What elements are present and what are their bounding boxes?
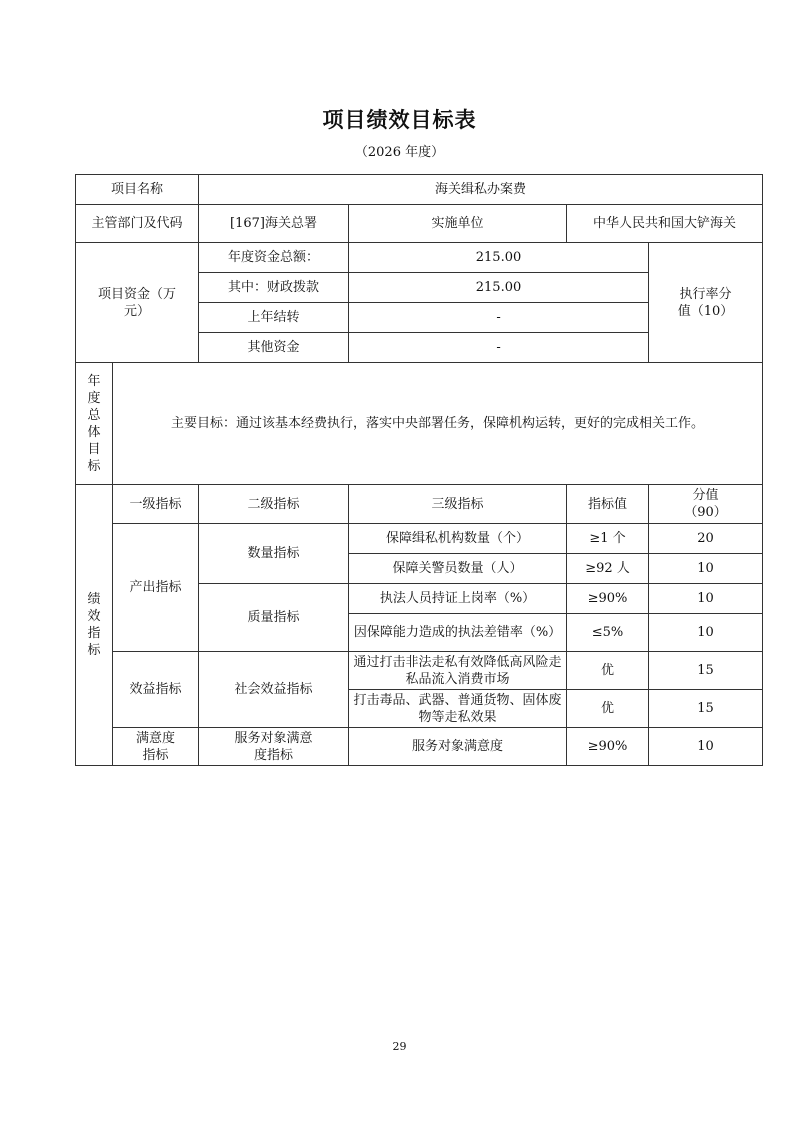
header-value: 指标值 — [567, 485, 649, 524]
group-quality: 质量指标 — [199, 584, 349, 652]
funds-carryover-label: 上年结转 — [199, 303, 349, 333]
indicator-score: 20 — [649, 524, 763, 554]
funds-label: 项目资金（万元） — [76, 243, 199, 363]
indicator-score: 10 — [649, 614, 763, 652]
table-row — [76, 485, 763, 524]
header-level1: 一级指标 — [113, 485, 199, 524]
performance-target-table — [75, 174, 763, 766]
indicator-score: 10 — [649, 584, 763, 614]
indicator-name: 执法人员持证上岗率（%） — [349, 584, 567, 614]
department-label: 主管部门及代码 — [76, 205, 199, 243]
funds-total-value: 215.00 — [349, 243, 649, 273]
table-row — [76, 728, 763, 766]
indicator-score: 10 — [649, 728, 763, 766]
header-score: 分值（90） — [649, 485, 763, 524]
table-row — [76, 175, 763, 205]
page-title: 项目绩效目标表 — [322, 108, 477, 132]
indicator-name: 通过打击非法走私有效降低高风险走私品流入消费市场 — [349, 652, 567, 690]
funds-carryover-value: - — [349, 303, 649, 333]
group-benefit: 效益指标 — [113, 652, 199, 728]
department-value: [167]海关总署 — [199, 205, 349, 243]
indicator-score: 15 — [649, 690, 763, 728]
performance-indicators-label: 绩效指标 — [76, 485, 113, 766]
implementing-unit-value: 中华人民共和国大铲海关 — [567, 205, 763, 243]
project-name-label: 项目名称 — [76, 175, 199, 205]
indicator-value: 优 — [567, 690, 649, 728]
group-output: 产出指标 — [113, 524, 199, 652]
indicator-score: 15 — [649, 652, 763, 690]
table-row — [76, 524, 763, 554]
indicator-value: ≥90% — [567, 728, 649, 766]
funds-total-label: 年度资金总额： — [199, 243, 349, 273]
indicator-name: 保障关警员数量（人） — [349, 554, 567, 584]
indicator-value: ≥92 人 — [567, 554, 649, 584]
funds-other-label: 其他资金 — [199, 333, 349, 363]
page-number: 29 — [392, 1040, 407, 1053]
indicator-name: 服务对象满意度 — [349, 728, 567, 766]
indicator-score: 10 — [649, 554, 763, 584]
group-social-benefit: 社会效益指标 — [199, 652, 349, 728]
funds-other-value: - — [349, 333, 649, 363]
funds-fiscal-value: 215.00 — [349, 273, 649, 303]
indicator-value: ≥90% — [567, 584, 649, 614]
project-name-value: 海关缉私办案费 — [199, 175, 763, 205]
indicator-value: 优 — [567, 652, 649, 690]
annual-goal-label: 年度总体目标 — [76, 363, 113, 485]
indicator-name: 因保障能力造成的执法差错率（%） — [349, 614, 567, 652]
annual-goal-text: 主要目标：通过该基本经费执行，落实中央部署任务，保障机构运转，更好的完成相关工作。 — [113, 363, 763, 485]
table-row — [76, 652, 763, 690]
header-level3: 三级指标 — [349, 485, 567, 524]
group-satisfaction: 满意度指标 — [113, 728, 199, 766]
indicator-value: ≤5% — [567, 614, 649, 652]
page-subtitle-year: （2026 年度） — [354, 145, 445, 160]
table-row — [76, 363, 763, 485]
implementing-unit-label: 实施单位 — [349, 205, 567, 243]
group-service-satisfaction: 服务对象满意度指标 — [199, 728, 349, 766]
group-quantity: 数量指标 — [199, 524, 349, 584]
header-level2: 二级指标 — [199, 485, 349, 524]
indicator-name: 打击毒品、武器、普通货物、固体废物等走私效果 — [349, 690, 567, 728]
funds-fiscal-label: 其中：财政拨款 — [199, 273, 349, 303]
execution-rate-score-label: 执行率分值（10） — [649, 243, 763, 363]
table-row — [76, 243, 763, 273]
indicator-name: 保障缉私机构数量（个） — [349, 524, 567, 554]
table-row — [76, 205, 763, 243]
indicator-value: ≥1 个 — [567, 524, 649, 554]
